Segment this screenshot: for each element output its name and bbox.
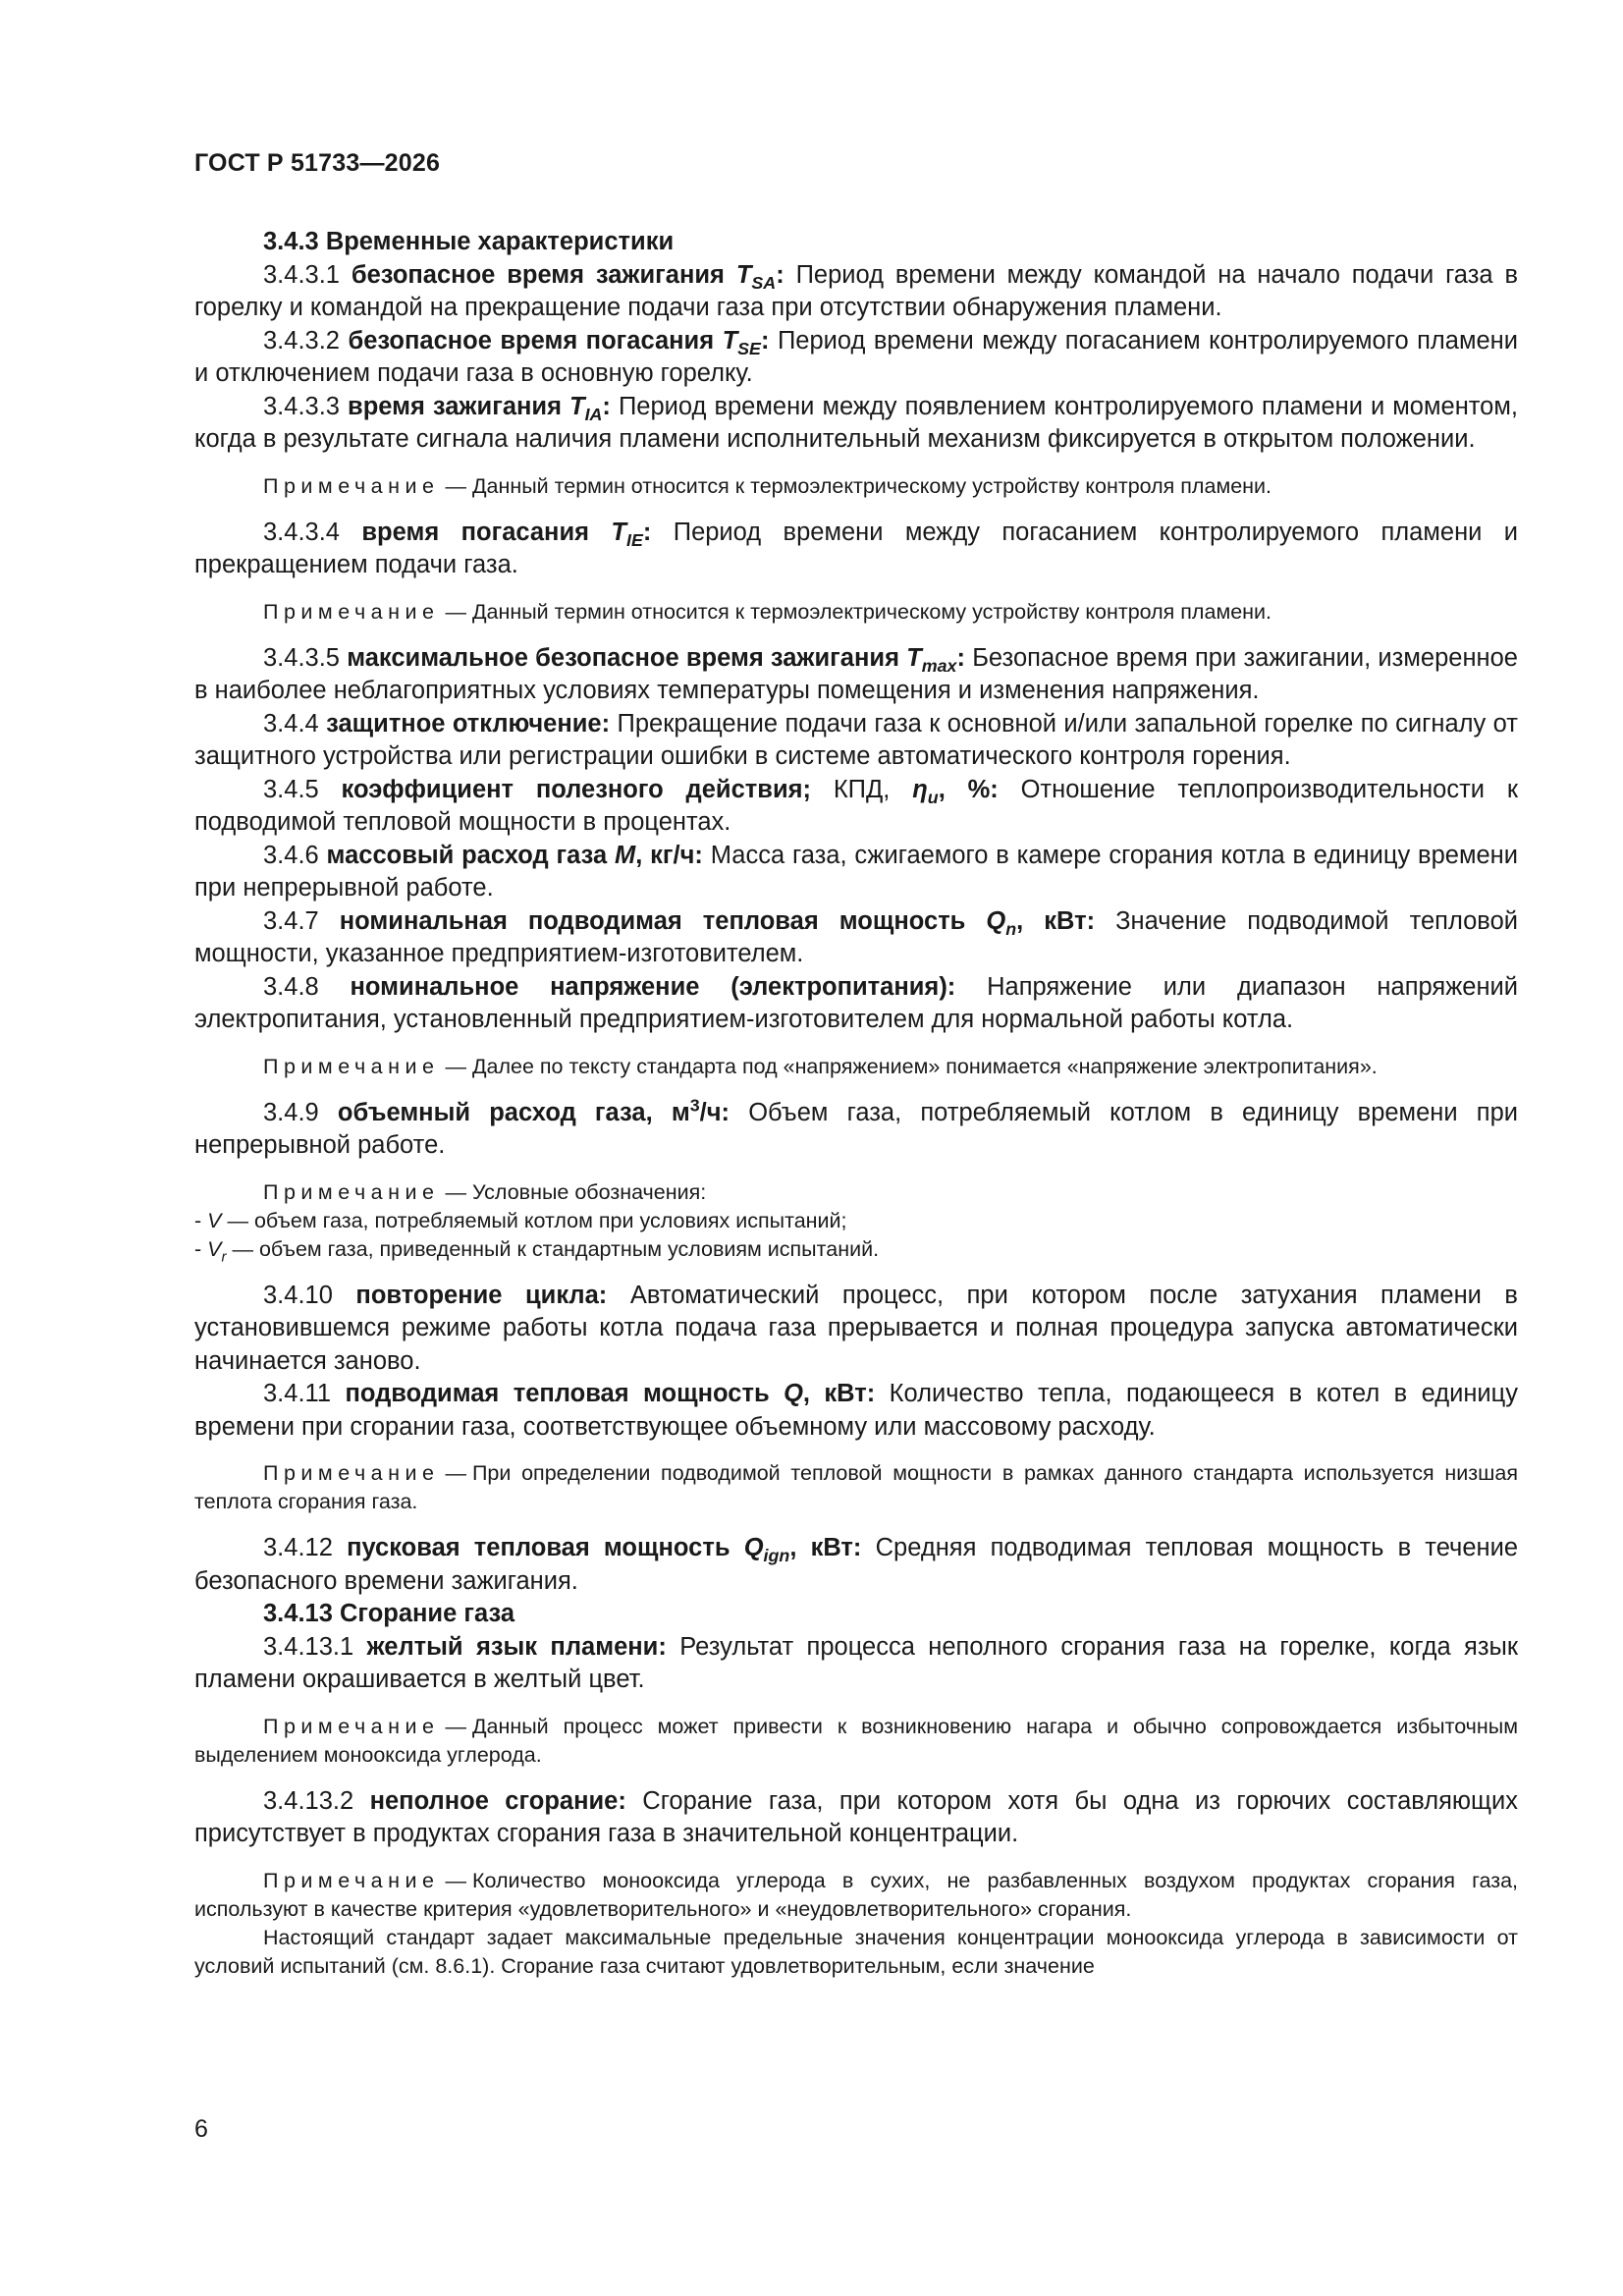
note-label: Примечание — [263, 1179, 440, 1204]
term-number: 3.4.8 — [263, 972, 319, 1001]
term-text: Масса газа, сжигаемого в камере сгорания котла в единицу времени при непрерывной работе. — [194, 841, 1519, 902]
list-symbol-subscript: r — [221, 1247, 227, 1265]
note-dash: — — [445, 1054, 466, 1078]
note-dash: — — [445, 473, 466, 498]
term-symbol-subscript: u — [927, 787, 939, 807]
term-symbol: T — [569, 392, 585, 420]
list-text: — объем газа, приведенный к стандартным условиям испытаний. — [232, 1236, 880, 1261]
note-dash: — — [445, 1868, 466, 1892]
note-dash: — — [445, 1714, 466, 1738]
note-dash: — — [445, 1179, 466, 1204]
term-text: Прекращение подачи газа к основной и/или запальной горелке по сигналу от защитного устройства или регистрации ошибки в системе автоматического контроля горения. — [194, 709, 1518, 770]
list-bullet: - — [194, 1236, 208, 1261]
note — [194, 1053, 1518, 1081]
term-text: Средняя подводимая тепловая мощность в течение безопасного времени зажигания. — [194, 1534, 1519, 1595]
term-symbol: T — [722, 326, 738, 355]
term-number: 3.4.10 — [263, 1281, 333, 1309]
term-symbol-subscript: ign — [763, 1546, 790, 1566]
note-text: Количество монооксида углерода в сухих, не разбавленных воздухом продуктах сгорания газа, используют в качестве критерия «удовлетворительного» и «неудовлетворительного» сгорания. — [194, 1868, 1518, 1921]
term-unit: : — [776, 260, 784, 289]
note-list-item — [194, 1235, 1518, 1264]
note-text: При определении подводимой тепловой мощности в рамках данного стандарта используется низшая теплота сгорания газа. — [194, 1461, 1518, 1513]
term-name: массовый расход газа — [326, 841, 608, 869]
term-name: пусковая тепловая мощность — [347, 1534, 730, 1561]
note — [194, 472, 1518, 501]
term-name: время зажигания — [348, 392, 562, 420]
term-number: 3.4.3.1 — [263, 260, 340, 289]
term-number: 3.4.3.3 — [263, 392, 340, 420]
term-definition — [194, 774, 1518, 840]
document-body — [194, 226, 1518, 1981]
term-name: безопасное время погасания — [348, 326, 715, 355]
term-number: 3.4.4 — [263, 709, 319, 738]
term-number: 3.4.7 — [263, 906, 319, 935]
term-text: Период времени между погасанием контролируемого пламени и прекращением подачи газа. — [194, 518, 1519, 578]
term-definition — [194, 1280, 1518, 1379]
term-symbol: Q — [743, 1534, 764, 1561]
note-dash: — — [445, 1461, 466, 1485]
note — [194, 1713, 1518, 1770]
term-number: 3.4.13.1 — [263, 1632, 354, 1661]
term-text: Объем газа, потребляемый котлом в единицу времени при непрерывной работе. — [194, 1098, 1518, 1159]
term-number: 3.4.12 — [263, 1534, 333, 1561]
term-unit-superscript: 3 — [689, 1095, 700, 1115]
term-name: время погасания — [361, 518, 590, 546]
term-text: Период времени между появлением контролируемого пламени и моментом, когда в результате сигнала наличия пламени исполнительный механизм фиксируется в открытом положении. — [194, 392, 1518, 453]
term-text: Количество тепла, подающееся в котел в единицу времени при сгорании газа, соответствующее объемному или массовому расходу. — [194, 1380, 1519, 1441]
term-definition — [194, 971, 1518, 1037]
term-symbol: T — [611, 518, 626, 546]
document-code: ГОСТ Р 51733—2026 — [194, 149, 441, 177]
term-definition — [194, 1631, 1518, 1697]
section-number: 3.4.3 — [263, 228, 319, 255]
note-label: Примечание — [263, 1714, 440, 1738]
term-name: желтый язык пламени: — [366, 1632, 667, 1661]
term-number: 3.4.6 — [263, 841, 319, 869]
note — [194, 1867, 1518, 1924]
term-unit: , %: — [938, 775, 999, 803]
term-text: Период времени между командой на начало подачи газа в горелку и командой на прекращение подачи газа при отсутствии обнаружения пламени. — [194, 260, 1518, 321]
term-definition — [194, 840, 1518, 905]
note-label: Примечание — [263, 599, 440, 624]
term-name: максимальное безопасное время зажигания — [347, 643, 899, 672]
note — [194, 598, 1518, 627]
term-symbol-subscript: n — [1005, 918, 1017, 939]
note-list-item — [194, 1207, 1518, 1235]
term-symbol-subscript: SA — [751, 272, 777, 293]
term-name: номинальная подводимая тепловая мощность — [339, 906, 966, 935]
term-definition — [194, 391, 1518, 457]
term-text: Результат процесса неполного сгорания газа на горелке, когда язык пламени окрашивается в желтый цвет. — [194, 1632, 1519, 1693]
section-heading — [194, 226, 1518, 259]
term-symbol-subscript: IA — [584, 404, 603, 424]
term-number: 3.4.3.2 — [263, 326, 340, 355]
note-label: Примечание — [263, 1054, 440, 1078]
note-dash: — — [445, 599, 466, 624]
term-number: 3.4.5 — [263, 775, 319, 803]
term-name: объемный расход газа, м — [337, 1098, 690, 1126]
term-number: 3.4.3.5 — [263, 643, 340, 672]
list-symbol: V — [207, 1208, 222, 1232]
term-unit: , кВт: — [789, 1534, 862, 1561]
term-text: Отношение теплопроизводительности к подводимой тепловой мощности в процентах. — [194, 775, 1518, 836]
term-text: Сгорание газа, при котором хотя бы одна из горючих составляющих присутствует в продуктах сгорания газа в значительной концентрации. — [194, 1786, 1518, 1847]
note-text: Данный процесс может привести к возникновению нагара и обычно сопровождается избыточным выделением монооксида углерода. — [194, 1714, 1518, 1767]
term-symbol: T — [735, 260, 752, 289]
term-symbol-subscript: IE — [625, 529, 643, 550]
note-text: Настоящий стандарт задает максимальные предельные значения концентрации монооксида углерода в зависимости от условий испытаний (см. 8.6.1). Сгорание газа считают удовлетворительным, если значение — [194, 1925, 1518, 1978]
term-definition — [194, 1097, 1518, 1163]
term-text: Значение подводимой тепловой мощности, указанное предприятием-изготовителем. — [194, 906, 1518, 967]
note-continuation — [194, 1924, 1518, 1981]
term-number: 3.4.3.4 — [263, 518, 340, 546]
page-number: 6 — [194, 2115, 208, 2143]
term-definition — [194, 325, 1518, 391]
section-title: Временные характеристики — [325, 228, 675, 255]
term-text: Напряжение или диапазон напряжений электропитания, установленный предприятием-изготовителем для нормальной работы котла. — [194, 972, 1519, 1033]
term-symbol: T — [906, 643, 922, 672]
note-label: Примечание — [263, 473, 440, 498]
term-unit: : — [602, 392, 611, 420]
term-name: номинальное напряжение (электропитания): — [350, 972, 956, 1001]
term-number: 3.4.9 — [263, 1098, 319, 1126]
term-text: Безопасное время при зажигании, измеренное в наиболее неблагоприятных условиях температуры помещения и изменения напряжения. — [194, 643, 1518, 704]
list-symbol: V — [207, 1236, 222, 1261]
term-definition — [194, 517, 1518, 582]
term-unit: : — [956, 643, 965, 672]
note-text: Данный термин относится к термоэлектрическому устройству контроля пламени. — [471, 473, 1272, 498]
term-text: Автоматический процесс, при котором после затухания пламени в установившемся режиме работы котла подача газа прерывается и полная процедура запуска автоматически начинается заново. — [194, 1281, 1518, 1375]
term-unit: , кг/ч: — [635, 841, 703, 869]
term-definition — [194, 1378, 1518, 1444]
term-definition — [194, 1532, 1518, 1598]
term-definition — [194, 259, 1518, 325]
term-unit: , кВт: — [802, 1380, 876, 1407]
section-number: 3.4.13 — [263, 1600, 333, 1627]
section-heading — [194, 1598, 1518, 1631]
term-symbol: Q — [986, 906, 1006, 935]
term-name: защитное отключение: — [326, 709, 611, 738]
term-symbol: η — [912, 775, 928, 803]
term-definition — [194, 1785, 1518, 1851]
term-symbol-subscript: max — [921, 655, 957, 676]
term-symbol-subscript: SE — [737, 338, 761, 358]
note-label: Примечание — [263, 1461, 440, 1485]
list-bullet: - — [194, 1208, 208, 1232]
term-name: повторение цикла: — [355, 1281, 608, 1309]
term-symbol: Q — [784, 1380, 803, 1407]
term-text: Период времени между погасанием контролируемого пламени и отключением подачи газа в основную горелку. — [194, 326, 1519, 387]
note-label: Примечание — [263, 1868, 440, 1892]
term-unit: /ч: — [699, 1098, 730, 1126]
note — [194, 1459, 1518, 1516]
note — [194, 1178, 1518, 1207]
section-title: Сгорание газа — [340, 1600, 515, 1627]
note-text: Условные обозначения: — [471, 1179, 707, 1204]
term-symbol: M — [615, 841, 636, 869]
term-unit: , кВт: — [1016, 906, 1096, 935]
term-name: подводимая тепловая мощность — [345, 1380, 770, 1407]
term-definition — [194, 708, 1518, 774]
term-unit: : — [760, 326, 770, 355]
list-text: — объем газа, потребляемый котлом при условиях испытаний; — [227, 1208, 847, 1232]
note-text: Данный термин относится к термоэлектрическому устройству контроля пламени. — [471, 599, 1272, 624]
term-number: 3.4.11 — [263, 1380, 332, 1407]
term-number: 3.4.13.2 — [263, 1786, 354, 1815]
term-name: безопасное время зажигания — [351, 260, 725, 289]
term-definition — [194, 642, 1518, 708]
term-definition — [194, 905, 1518, 971]
term-abbrev: КПД, — [833, 775, 891, 803]
note-text: Далее по тексту стандарта под «напряжением» понимается «напряжение электропитания». — [471, 1054, 1378, 1078]
term-name: коэффициент полезного действия; — [341, 775, 811, 803]
term-unit: : — [642, 518, 652, 546]
term-name: неполное сгорание: — [369, 1786, 626, 1815]
